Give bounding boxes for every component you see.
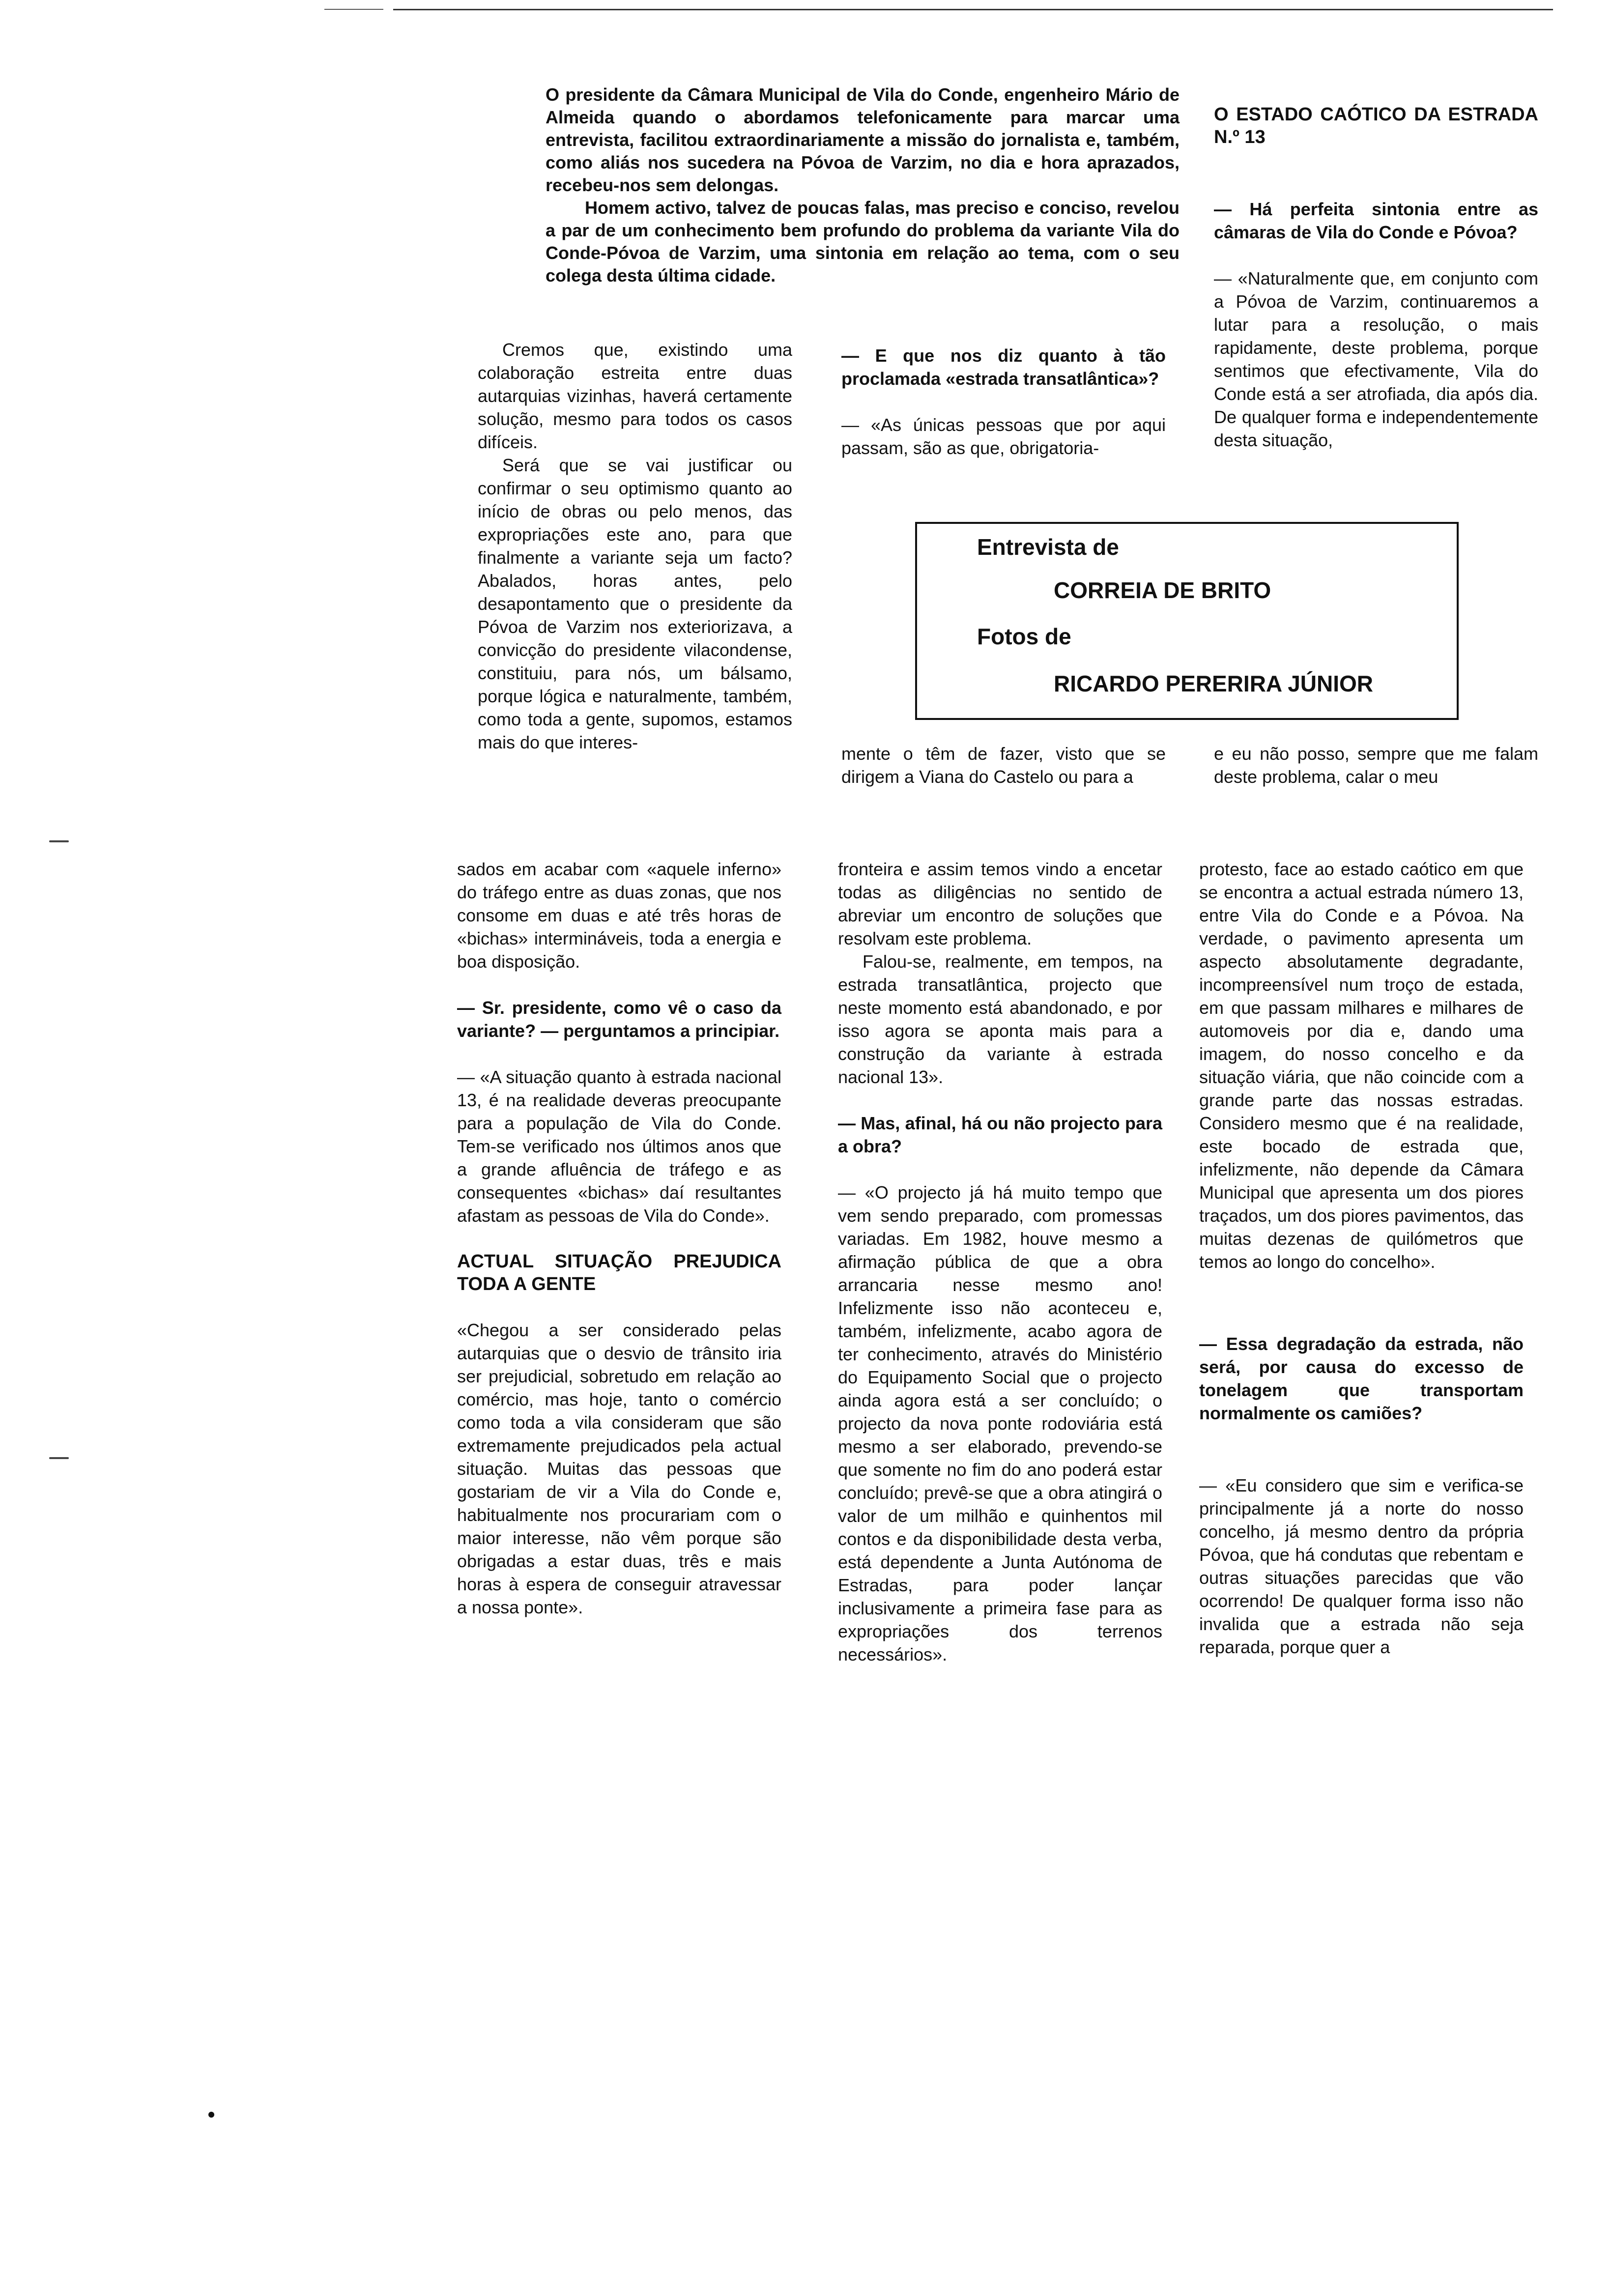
paragraph: fronteira e assim temos vindo a encetar todas as diligências no sentido de abreviar um encontro de soluções que resolvam este problema. (838, 859, 1162, 948)
lower-column-3 (1199, 858, 1524, 1659)
upper-column-1 (478, 338, 792, 754)
interview-question: — Essa degradação da estrada, não será, por causa do excesso de tonelagem que transportam normalmente os camiões? (1199, 1334, 1524, 1423)
interview-answer: — «O projecto já há muito tempo que vem sendo preparado, com promessas variadas. Em 1982, houve mesmo a afirmação pública de que a obra arrancaria nesse mesmo ano! Infelizmente isso não aconteceu e, também, infelizmente, acabo agora de ter conhecimento, através do Ministério do Equipamento Social que o projecto ainda agora está a ser concluído; o projecto da nova ponte rodoviária está mesmo a ser elaborado, prevendo-se que somente no fim do ano poderá estar concluído; prevê-se que a obra atingirá o valor de um milhão e quinhentos mil contos e da disponibilidade desta verba, está dependente a Junta Autónoma de Estradas, para poder lançar inclusivamente a primeira fase para as expropriações dos terrenos necessários». (838, 1182, 1162, 1665)
credits-interview-label: Entrevista de (977, 534, 1119, 560)
paragraph: e eu não posso, sempre que me falam deste problema, calar o meu (1214, 744, 1538, 787)
credits-photos-label: Fotos de (977, 624, 1071, 649)
lead-paragraph: Homem activo, talvez de poucas falas, mas preciso e conciso, revelou a par de um conhecimento bem profundo do problema da variante Vila do Conde-Póvoa de Varzim, uma sintonia em relação ao tema, com o seu colega desta última cidade. (546, 198, 1180, 286)
paragraph: Será que se vai justificar ou confirmar o seu optimismo quanto ao início de obras ou pelo menos, das expropriações este ano, para que finalmente a variante seja um facto? Abalados, horas antes, pelo desapontamento que o presidente da Póvoa de Varzim nos exteriorizava, a convicção do presidente vilacondense, constituiu, para nós, um bálsamo, porque lógica e naturalmente, também, como toda a gente, supomos, estamos mais do que interes- (478, 455, 792, 752)
page-top-rule-left (324, 9, 383, 10)
page-top-rule (393, 9, 1553, 10)
interview-answer: — «A situação quanto à estrada nacional 13, é na realidade deveras preocupante para a população de Vila do Conde. Tem-se verificado nos últimos anos que a grande afluência de tráfego e as consequentes «bichas» daí resultantes afastam as pessoas de Vila do Conde». (457, 1067, 781, 1226)
scan-mark (49, 1457, 69, 1459)
section-heading: O ESTADO CAÓTICO DA ESTRADA N.º 13 (1214, 104, 1538, 147)
upper-column-2 (841, 344, 1166, 459)
paragraph: «Chegou a ser considerado pelas autarquias que o desvio de trânsito iria ser prejudicial, sobretudo em relação ao comércio, mas hoje, tanto o comércio como toda a vila consideram que são extremamente prejudicados pela actual situação. Muitas das pessoas que gostariam de vir a Vila do Conde e, habitualmente nos procurariam com o maior interesse, não vêm porque são obrigadas a estar duas, três e mais horas à espera de conseguir atravessar a nossa ponte». (457, 1320, 781, 1617)
interview-answer: — «As únicas pessoas que por aqui passam, são as que, obrigatoria- (841, 415, 1166, 458)
article-lead (546, 84, 1180, 287)
credits-photographer: RICARDO PERERIRA JÚNIOR (1054, 671, 1374, 696)
section-heading: ACTUAL SITUAÇÃO PREJUDICA TODA A GENTE (457, 1251, 781, 1294)
interview-question: — Há perfeita sintonia entre as câmaras de Vila do Conde e Póvoa? (1214, 199, 1538, 242)
lower-column-2 (838, 858, 1162, 1666)
interview-question: — Sr. presidente, como vê o caso da variante? — perguntamos a principiar. (457, 998, 781, 1041)
credits-interviewer: CORREIA DE BRITO (1054, 577, 1271, 603)
lead-paragraph: O presidente da Câmara Municipal de Vila do Conde, engenheiro Mário de Almeida quando o abordamos telefonicamente para marcar uma entrevista, facilitou extraordinariamente a missão do jornalista e, também, como aliás nos sucedera na Póvoa de Varzim, no dia e hora aprazados, recebeu-nos sem delongas. (546, 85, 1180, 195)
upper-column-3 (1214, 103, 1538, 452)
interview-question: — Mas, afinal, há ou não projecto para a obra? (838, 1113, 1162, 1156)
paragraph: Cremos que, existindo uma colaboração estreita entre duas autarquias vizinhas, haverá certamente solução, mesmo para todos os casos difíceis. (478, 340, 792, 452)
paragraph: mente o têm de fazer, visto que se dirigem a Viana do Castelo ou para a (841, 744, 1166, 787)
paragraph: sados em acabar com «aquele inferno» do tráfego entre as duas zonas, que nos consome em duas e até três horas de «bichas» intermináveis, toda a energia e boa disposição. (457, 859, 781, 972)
lower-column-1 (457, 858, 781, 1619)
paragraph: protesto, face ao estado caótico em que se encontra a actual estrada número 13, entre Vila do Conde e a Póvoa. Na verdade, o pavimento apresenta um aspecto absolutamente degradante, incompreensível num troço de estada, em que passam milhares e milhares de automoveis por dia e, dando uma imagem, do nosso concelho e da situação viária, que não coincide com a grande parte das nossas estradas. Considero mesmo que é na realidade, este bocado de estrada que, infelizmente, não depende da Câmara Municipal que apresenta um dos piores traçados, um dos piores pavimentos, das muitas dezenas de quilómetros que temos ao longo do concelho». (1199, 859, 1524, 1272)
upper-column-3-continued (1214, 742, 1538, 788)
interview-answer: — «Naturalmente que, em conjunto com a Póvoa de Varzim, continuaremos a lutar para a resolução, o mais rapidamente, deste problema, porque sentimos que efectivamente, Vila do Conde está a ser atrofiada, dia após dia. De qualquer forma e independentemente desta situação, (1214, 268, 1538, 450)
interview-question: — E que nos diz quanto à tão proclamada «estrada transatlântica»? (841, 345, 1166, 389)
scan-dot (208, 2112, 214, 2118)
upper-column-2-continued (841, 742, 1166, 788)
credits-box (915, 522, 1459, 720)
paragraph: Falou-se, realmente, em tempos, na estrada transatlântica, projecto que neste momento está abandonado, e por isso agora se aponta mais para a construção da variante à estrada nacional 13». (838, 951, 1162, 1087)
interview-answer: — «Eu considero que sim e verifica-se principalmente já a norte do nosso concelho, já mesmo dentro da própria Póvoa, que há condutas que rebentam e outras situações parecidas que vão ocorrendo! De qualquer forma isso não invalida que a estrada não seja reparada, porque quer a (1199, 1475, 1524, 1657)
scan-mark (49, 840, 69, 842)
